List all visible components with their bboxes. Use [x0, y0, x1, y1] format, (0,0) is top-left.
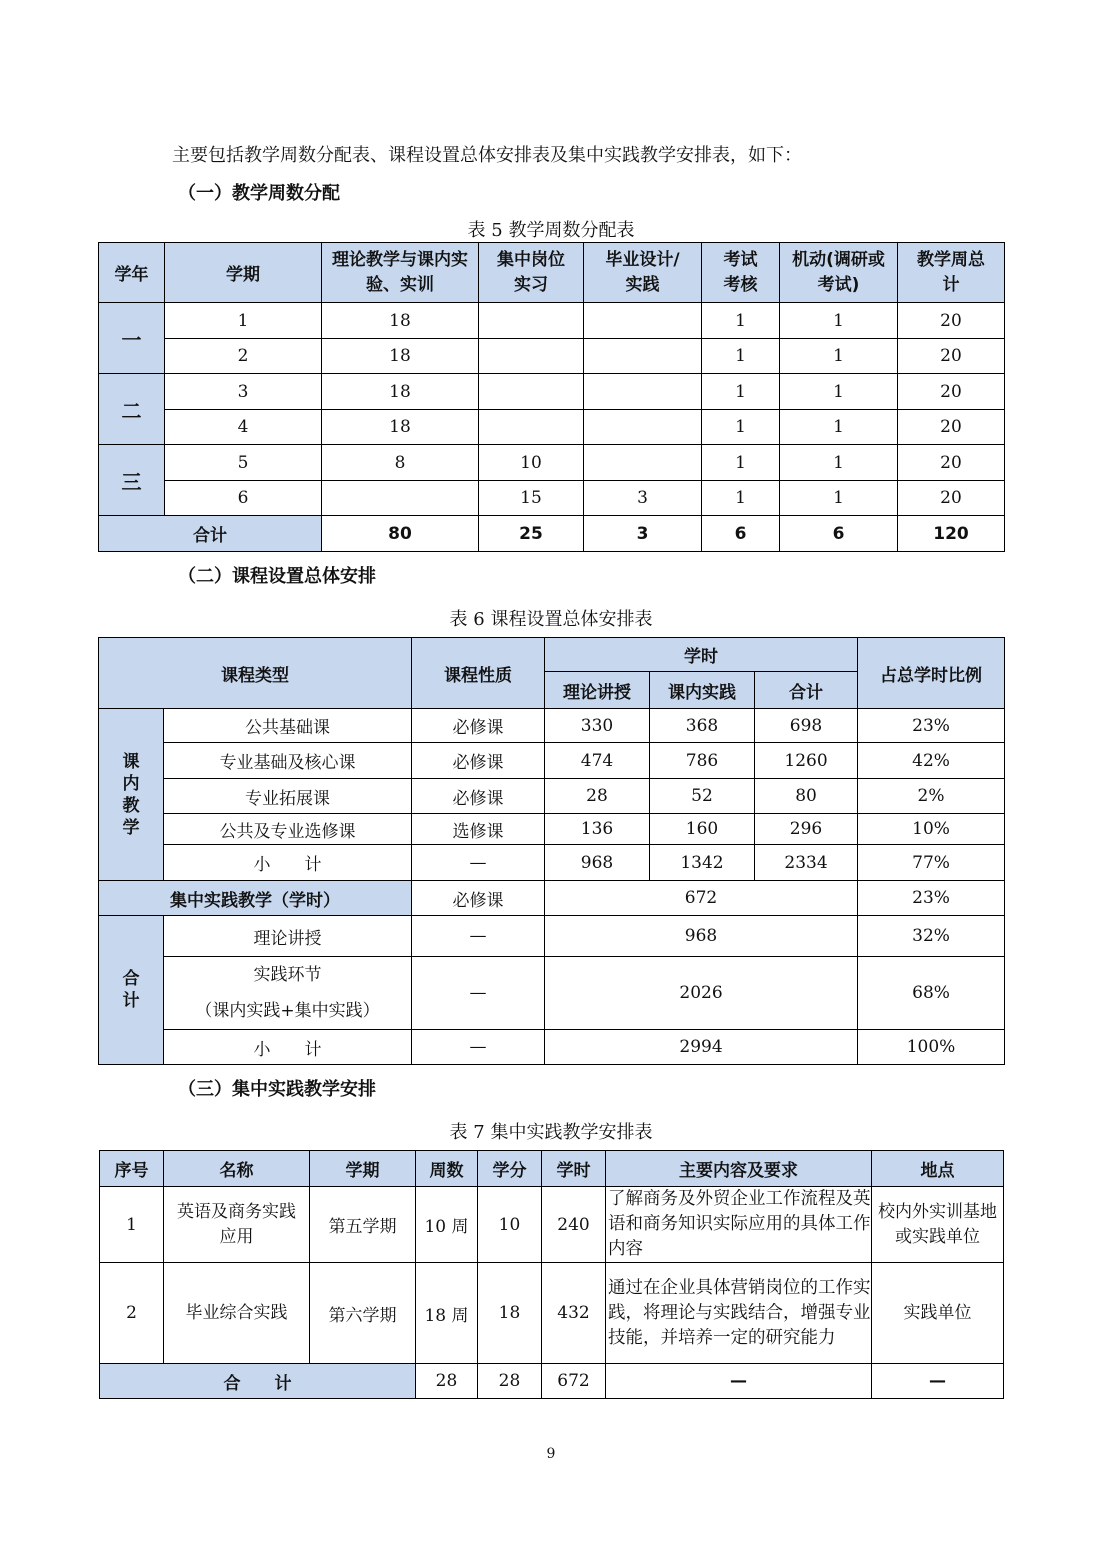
t6-cell: 1342 — [650, 845, 755, 881]
t5-cell: 3 — [584, 481, 702, 516]
t7-cell: 432 — [542, 1263, 606, 1364]
t5-cell: 6 — [165, 481, 322, 516]
t5-header-total-weeks: 教学周总计 — [898, 243, 1005, 303]
t7-header-credits: 学分 — [478, 1151, 542, 1187]
t5-cell: 18 — [322, 339, 479, 374]
intro-paragraph: 主要包括教学周数分配表、课程设置总体安排表及集中实践教学安排表，如下： — [172, 145, 802, 166]
t5-cell: 8 — [322, 445, 479, 481]
t5-cell: 1 — [780, 481, 898, 516]
t7-cell: 10 周 — [416, 1187, 478, 1263]
section-heading-2: （二）课程设置总体安排 — [178, 566, 376, 587]
t5-year-1: 一 — [99, 303, 165, 374]
t6-cell: 968 — [545, 845, 650, 881]
t6-group-total: 合计 — [99, 916, 164, 1065]
t5-cell — [584, 445, 702, 481]
t7-cell: 英语及商务实践应用 — [164, 1187, 310, 1263]
t6-cell: 32% — [858, 916, 1005, 957]
t5-total-cell: 6 — [702, 516, 780, 552]
t5-cell: 20 — [898, 481, 1005, 516]
t6-cell: 28 — [545, 779, 650, 814]
t5-cell: 1 — [780, 445, 898, 481]
t6-cell: 理论讲授 — [164, 916, 412, 957]
t5-header-graduation: 毕业设计/实践 — [584, 243, 702, 303]
t5-cell: 1 — [702, 481, 780, 516]
t6-cell: — — [412, 1030, 545, 1065]
t6-cell: 968 — [545, 916, 858, 957]
t6-cell: 136 — [545, 814, 650, 845]
t5-cell — [584, 410, 702, 445]
t7-cell: 1 — [100, 1187, 164, 1263]
table7-caption: 表 7 集中实践教学安排表 — [449, 1122, 653, 1143]
t6-cell: 2026 — [545, 957, 858, 1030]
t6-cell: 2334 — [755, 845, 858, 881]
t5-cell: 1 — [702, 303, 780, 339]
t5-cell — [584, 374, 702, 410]
t5-cell: 1 — [780, 339, 898, 374]
t5-cell: 1 — [702, 339, 780, 374]
t5-total-cell: 120 — [898, 516, 1005, 552]
t5-cell — [322, 481, 479, 516]
t7-total-cell: — — [872, 1364, 1004, 1399]
t5-cell: 3 — [165, 374, 322, 410]
t7-content-cell: 了解商务及外贸企业工作流程及英语和商务知识实际应用的具体工作内容 — [606, 1187, 872, 1263]
t6-header-theory: 理论讲授 — [545, 672, 650, 709]
t6-header-practice: 课内实践 — [650, 672, 755, 709]
t6-cell: — — [412, 957, 545, 1030]
t5-cell: 20 — [898, 303, 1005, 339]
t6-cell: 160 — [650, 814, 755, 845]
t6-cell: 23% — [858, 881, 1005, 916]
t6-cell: 专业基础及核心课 — [164, 743, 412, 779]
t5-cell: 20 — [898, 339, 1005, 374]
t6-cell: 必修课 — [412, 779, 545, 814]
t7-cell: 第六学期 — [310, 1263, 416, 1364]
t6-cell: 368 — [650, 709, 755, 743]
t6-practice-cell — [164, 957, 412, 1030]
t5-cell — [584, 339, 702, 374]
t7-header-location: 地点 — [872, 1151, 1004, 1187]
t6-header-type: 课程类型 — [99, 638, 412, 709]
t6-cell: 330 — [545, 709, 650, 743]
t6-cell: 必修课 — [412, 743, 545, 779]
t6-cell: 77% — [858, 845, 1005, 881]
t5-header-flexible: 机动(调研或考试) — [780, 243, 898, 303]
t7-header-name: 名称 — [164, 1151, 310, 1187]
section-heading-3: （三）集中实践教学安排 — [178, 1079, 376, 1100]
t6-cell: 42% — [858, 743, 1005, 779]
t6-cell: 公共及专业选修课 — [164, 814, 412, 845]
t6-cell: — — [412, 916, 545, 957]
table6-course-arrangement — [98, 637, 1005, 1065]
t7-header-term: 学期 — [310, 1151, 416, 1187]
section-heading-1: （一）教学周数分配 — [178, 183, 340, 204]
t7-cell: 10 — [478, 1187, 542, 1263]
t5-cell: 18 — [322, 374, 479, 410]
t6-cell: 公共基础课 — [164, 709, 412, 743]
page-number: 9 — [546, 1446, 556, 1462]
t5-cell — [479, 303, 584, 339]
t7-cell: 第五学期 — [310, 1187, 416, 1263]
t5-total-cell: 6 — [780, 516, 898, 552]
t6-cell: 23% — [858, 709, 1005, 743]
t7-total-cell: 28 — [416, 1364, 478, 1399]
t5-year-3: 三 — [99, 445, 165, 516]
t6-subtotal-label: 小 计 — [164, 845, 412, 881]
t6-cell: 100% — [858, 1030, 1005, 1065]
t6-cell: 1260 — [755, 743, 858, 779]
t5-total-label: 合计 — [99, 516, 322, 552]
t7-header-hours: 学时 — [542, 1151, 606, 1187]
t7-cell: 18 — [478, 1263, 542, 1364]
t5-cell: 2 — [165, 339, 322, 374]
t6-cell: 698 — [755, 709, 858, 743]
t6-concentrated-label: 集中实践教学（学时） — [99, 881, 412, 916]
t6-cell: 2994 — [545, 1030, 858, 1065]
t5-total-cell: 80 — [322, 516, 479, 552]
t6-cell: 296 — [755, 814, 858, 845]
t5-cell: 1 — [780, 303, 898, 339]
t5-cell — [479, 374, 584, 410]
t5-cell: 10 — [479, 445, 584, 481]
t7-total-cell: — — [606, 1364, 872, 1399]
t6-cell: 必修课 — [412, 881, 545, 916]
t5-cell: 5 — [165, 445, 322, 481]
t7-cell: 实践单位 — [872, 1263, 1004, 1364]
t5-header-term: 学期 — [165, 243, 322, 303]
t6-cell: 2% — [858, 779, 1005, 814]
t6-cell: 选修课 — [412, 814, 545, 845]
t7-header-weeks: 周数 — [416, 1151, 478, 1187]
t5-cell — [584, 303, 702, 339]
t5-year-2: 二 — [99, 374, 165, 445]
t6-cell: — — [412, 845, 545, 881]
t7-total-cell: 28 — [478, 1364, 542, 1399]
t7-content-cell: 通过在企业具体营销岗位的工作实践，将理论与实践结合，增强专业技能，并培养一定的研究能力 — [606, 1263, 872, 1364]
t6-group-in-class: 课内教学 — [99, 709, 164, 881]
t6-cell: 10% — [858, 814, 1005, 845]
t5-cell — [479, 339, 584, 374]
t6-cell: 专业拓展课 — [164, 779, 412, 814]
t5-cell: 1 — [702, 410, 780, 445]
t6-cell: 80 — [755, 779, 858, 814]
t6-cell: 52 — [650, 779, 755, 814]
t5-total-cell: 3 — [584, 516, 702, 552]
t6-cell: 672 — [545, 881, 858, 916]
t5-total-cell: 25 — [479, 516, 584, 552]
t7-cell: 校内外实训基地或实践单位 — [872, 1187, 1004, 1263]
t6-practice-note: （课内实践+集中实践） — [195, 1001, 380, 1021]
t7-cell: 2 — [100, 1263, 164, 1364]
t6-cell: 786 — [650, 743, 755, 779]
t5-cell: 18 — [322, 410, 479, 445]
t6-header-sum: 合计 — [755, 672, 858, 709]
table6-caption: 表 6 课程设置总体安排表 — [449, 609, 653, 630]
table7-practice-schedule — [99, 1150, 1004, 1399]
t5-cell: 1 — [165, 303, 322, 339]
t6-cell: 68% — [858, 957, 1005, 1030]
t7-total-cell: 672 — [542, 1364, 606, 1399]
t7-cell: 240 — [542, 1187, 606, 1263]
t5-header-exam: 考试考核 — [702, 243, 780, 303]
t5-cell: 20 — [898, 410, 1005, 445]
t6-header-ratio: 占总学时比例 — [858, 638, 1005, 709]
t5-cell: 15 — [479, 481, 584, 516]
t5-cell: 1 — [702, 445, 780, 481]
t5-cell: 20 — [898, 445, 1005, 481]
t6-cell: 必修课 — [412, 709, 545, 743]
t5-header-year: 学年 — [99, 243, 165, 303]
t6-cell: 474 — [545, 743, 650, 779]
t5-cell — [479, 410, 584, 445]
t5-cell: 1 — [702, 374, 780, 410]
t5-cell: 1 — [780, 374, 898, 410]
t7-header-no: 序号 — [100, 1151, 164, 1187]
t7-total-label: 合 计 — [100, 1364, 416, 1399]
t5-cell: 4 — [165, 410, 322, 445]
t7-cell: 18 周 — [416, 1263, 478, 1364]
t5-cell: 18 — [322, 303, 479, 339]
t5-header-theory: 理论教学与课内实验、实训 — [322, 243, 479, 303]
t6-total-subtotal-label: 小 计 — [164, 1030, 412, 1065]
t5-cell: 1 — [780, 410, 898, 445]
table5-caption: 表 5 教学周数分配表 — [467, 220, 635, 241]
t7-cell: 毕业综合实践 — [164, 1263, 310, 1364]
t5-header-internship: 集中岗位实习 — [479, 243, 584, 303]
table5-weeks — [98, 242, 1005, 552]
t5-cell: 20 — [898, 374, 1005, 410]
t6-header-hours: 学时 — [545, 638, 858, 672]
t6-header-nature: 课程性质 — [412, 638, 545, 709]
t7-header-content: 主要内容及要求 — [606, 1151, 872, 1187]
t6-practice-label: 实践环节 — [253, 965, 322, 985]
